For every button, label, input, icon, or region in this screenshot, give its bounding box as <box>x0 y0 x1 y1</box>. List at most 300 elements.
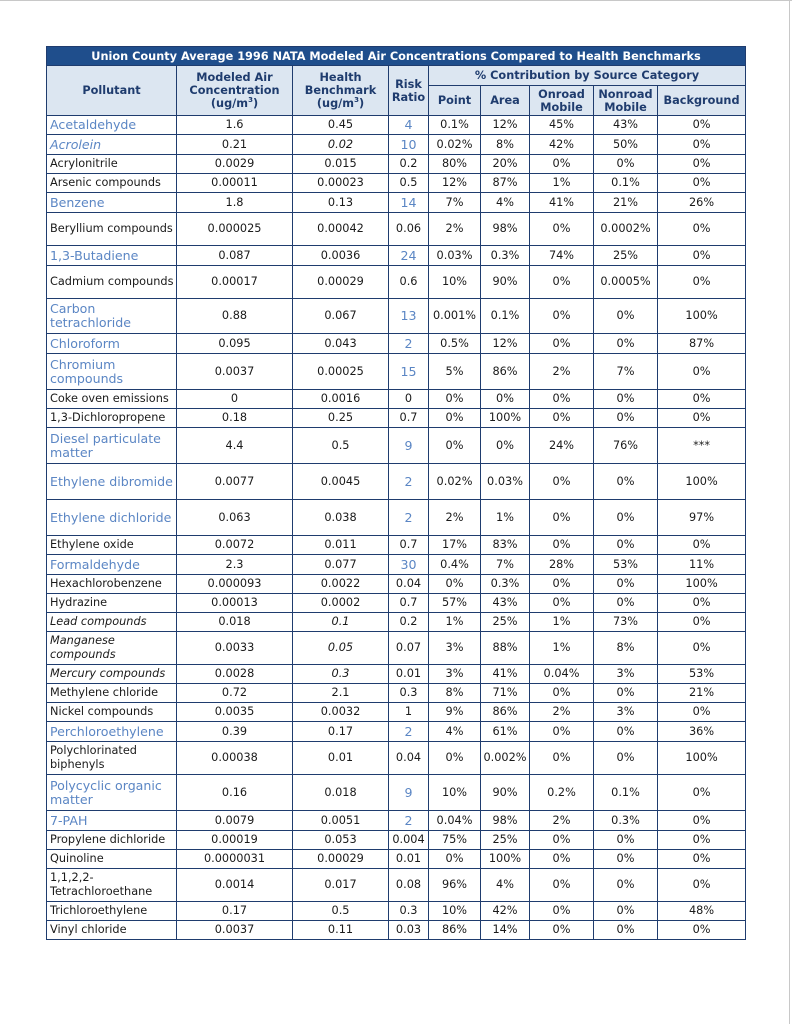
table-row <box>47 135 746 155</box>
table-row <box>47 850 746 869</box>
cell-concentration: 1.6 <box>177 116 293 135</box>
cell-pollutant: Vinyl chloride <box>47 921 177 940</box>
cell-background: 0% <box>658 354 746 390</box>
header-modeled-concentration: Modeled Air Concentration $(ug/m^3)$ <box>177 66 293 116</box>
table-row <box>47 684 746 703</box>
cell-concentration: 0.00038 <box>177 742 293 775</box>
cell-risk-ratio: 10 <box>389 135 429 155</box>
cell-concentration: 0.063 <box>177 500 293 536</box>
header-nonroad-mobile: Nonroad Mobile <box>594 86 658 116</box>
cell-benchmark: 0.067 <box>293 299 389 334</box>
cell-background: 100% <box>658 575 746 594</box>
cell-risk-ratio: 0.08 <box>389 869 429 902</box>
cell-benchmark: 2.1 <box>293 684 389 703</box>
cell-onroad: 0% <box>530 575 594 594</box>
cell-onroad: 0% <box>530 334 594 354</box>
cell-nonroad: 21% <box>594 193 658 213</box>
cell-nonroad: 7% <box>594 354 658 390</box>
cell-concentration: 0.00019 <box>177 831 293 850</box>
cell-nonroad: 73% <box>594 613 658 632</box>
cell-background: 0% <box>658 213 746 246</box>
cell-pollutant: Polycyclic organic matter <box>47 775 177 811</box>
cell-nonroad: 0% <box>594 921 658 940</box>
table-row <box>47 921 746 940</box>
table-row <box>47 632 746 665</box>
cell-onroad: 0% <box>530 409 594 428</box>
cell-risk-ratio: 0.3 <box>389 902 429 921</box>
table-row <box>47 902 746 921</box>
cell-background: 100% <box>658 464 746 500</box>
cell-benchmark: 0.038 <box>293 500 389 536</box>
cell-area: 86% <box>481 703 530 722</box>
cell-risk-ratio: 1 <box>389 703 429 722</box>
cell-risk-ratio: 2 <box>389 334 429 354</box>
cell-background: 53% <box>658 665 746 684</box>
cell-pollutant: Mercury compounds <box>47 665 177 684</box>
cell-benchmark: 0.5 <box>293 428 389 464</box>
cell-onroad: 1% <box>530 632 594 665</box>
benchmark-table <box>46 46 746 940</box>
cell-onroad: 41% <box>530 193 594 213</box>
cell-point: 80% <box>429 155 481 174</box>
cell-concentration: 0.0028 <box>177 665 293 684</box>
table-row <box>47 742 746 775</box>
cell-concentration: 0.0029 <box>177 155 293 174</box>
table-row <box>47 246 746 266</box>
cell-area: 41% <box>481 665 530 684</box>
table-row <box>47 116 746 135</box>
cell-area: 87% <box>481 174 530 193</box>
table-row <box>47 174 746 193</box>
cell-concentration: 2.3 <box>177 555 293 575</box>
table-row <box>47 665 746 684</box>
cell-background: 11% <box>658 555 746 575</box>
cell-risk-ratio: 0.01 <box>389 850 429 869</box>
cell-concentration: 0.39 <box>177 722 293 742</box>
cell-nonroad: 53% <box>594 555 658 575</box>
cell-point: 57% <box>429 594 481 613</box>
table-row <box>47 703 746 722</box>
cell-point: 75% <box>429 831 481 850</box>
cell-concentration: 0.72 <box>177 684 293 703</box>
cell-benchmark: 0.00023 <box>293 174 389 193</box>
cell-risk-ratio: 0.7 <box>389 536 429 555</box>
cell-risk-ratio: 13 <box>389 299 429 334</box>
cell-point: 2% <box>429 213 481 246</box>
cell-benchmark: 0.02 <box>293 135 389 155</box>
cell-background: 100% <box>658 299 746 334</box>
cell-point: 10% <box>429 266 481 299</box>
cell-pollutant: 1,3-Butadiene <box>47 246 177 266</box>
cell-background: 0% <box>658 811 746 831</box>
cell-nonroad: 0% <box>594 850 658 869</box>
cell-point: 0.02% <box>429 464 481 500</box>
table-row <box>47 299 746 334</box>
cell-point: 17% <box>429 536 481 555</box>
table-row <box>47 155 746 174</box>
cell-background: 0% <box>658 135 746 155</box>
table-row <box>47 390 746 409</box>
cell-background: 0% <box>658 831 746 850</box>
table-body <box>47 116 746 940</box>
cell-point: 86% <box>429 921 481 940</box>
cell-point: 0% <box>429 742 481 775</box>
header-background: Background <box>658 86 746 116</box>
cell-pollutant: Acrolein <box>47 135 177 155</box>
cell-concentration: 1.8 <box>177 193 293 213</box>
cell-background: 26% <box>658 193 746 213</box>
cell-nonroad: 43% <box>594 116 658 135</box>
cell-pollutant: 7-PAH <box>47 811 177 831</box>
cell-benchmark: 0.0051 <box>293 811 389 831</box>
cell-nonroad: 0% <box>594 722 658 742</box>
cell-benchmark: 0.05 <box>293 632 389 665</box>
cell-background: 0% <box>658 116 746 135</box>
cell-risk-ratio: 15 <box>389 354 429 390</box>
cell-risk-ratio: 30 <box>389 555 429 575</box>
cell-area: 12% <box>481 334 530 354</box>
cell-area: 83% <box>481 536 530 555</box>
header-risk-ratio: Risk Ratio <box>389 66 429 116</box>
cell-point: 0% <box>429 409 481 428</box>
table-row <box>47 266 746 299</box>
cell-risk-ratio: 2 <box>389 722 429 742</box>
cell-pollutant: Coke oven emissions <box>47 390 177 409</box>
cell-nonroad: 76% <box>594 428 658 464</box>
cell-area: 20% <box>481 155 530 174</box>
cell-concentration: 0.17 <box>177 902 293 921</box>
cell-pollutant: Cadmium compounds <box>47 266 177 299</box>
cell-pollutant: Ethylene dibromide <box>47 464 177 500</box>
cell-onroad: 0% <box>530 594 594 613</box>
cell-pollutant: Manganese compounds <box>47 632 177 665</box>
cell-benchmark: 0.015 <box>293 155 389 174</box>
cell-pollutant: Chromium compounds <box>47 354 177 390</box>
cell-onroad: 0% <box>530 869 594 902</box>
cell-point: 3% <box>429 632 481 665</box>
cell-area: 100% <box>481 409 530 428</box>
cell-background: 100% <box>658 742 746 775</box>
cell-onroad: 0.04% <box>530 665 594 684</box>
cell-area: 98% <box>481 811 530 831</box>
cell-background: 0% <box>658 174 746 193</box>
cell-background: 0% <box>658 850 746 869</box>
cell-onroad: 0% <box>530 213 594 246</box>
cell-risk-ratio: 2 <box>389 500 429 536</box>
cell-concentration: 0.21 <box>177 135 293 155</box>
cell-background: 97% <box>658 500 746 536</box>
cell-onroad: 24% <box>530 428 594 464</box>
cell-risk-ratio: 0.7 <box>389 409 429 428</box>
cell-concentration: 0.88 <box>177 299 293 334</box>
cell-risk-ratio: 2 <box>389 464 429 500</box>
cell-point: 0.03% <box>429 246 481 266</box>
table-row <box>47 536 746 555</box>
cell-nonroad: 8% <box>594 632 658 665</box>
table-row <box>47 334 746 354</box>
cell-concentration: 0.087 <box>177 246 293 266</box>
cell-point: 3% <box>429 665 481 684</box>
cell-nonroad: 0% <box>594 831 658 850</box>
cell-pollutant: Nickel compounds <box>47 703 177 722</box>
cell-concentration: 0.00013 <box>177 594 293 613</box>
cell-pollutant: Hexachlorobenzene <box>47 575 177 594</box>
cell-benchmark: 0.0036 <box>293 246 389 266</box>
cell-risk-ratio: 0 <box>389 390 429 409</box>
cell-area: 0.3% <box>481 575 530 594</box>
cell-benchmark: 0.0045 <box>293 464 389 500</box>
cell-area: 90% <box>481 775 530 811</box>
page-right-rule <box>789 0 790 1024</box>
header-area: Area <box>481 86 530 116</box>
table-row <box>47 775 746 811</box>
cell-concentration: 0.000025 <box>177 213 293 246</box>
cell-area: 61% <box>481 722 530 742</box>
table-row <box>47 831 746 850</box>
cell-area: 1% <box>481 500 530 536</box>
header-health-benchmark: Health Benchmark $(ug/m^3)$ <box>293 66 389 116</box>
cell-benchmark: 0.3 <box>293 665 389 684</box>
cell-area: 8% <box>481 135 530 155</box>
table-row <box>47 722 746 742</box>
cell-onroad: 0% <box>530 500 594 536</box>
cell-risk-ratio: 0.3 <box>389 684 429 703</box>
cell-area: 4% <box>481 193 530 213</box>
cell-onroad: 0% <box>530 850 594 869</box>
cell-nonroad: 50% <box>594 135 658 155</box>
cell-point: 5% <box>429 354 481 390</box>
cell-background: 0% <box>658 266 746 299</box>
cell-benchmark: 0.11 <box>293 921 389 940</box>
cell-onroad: 0% <box>530 155 594 174</box>
cell-benchmark: 0.018 <box>293 775 389 811</box>
cell-point: 7% <box>429 193 481 213</box>
cell-point: 96% <box>429 869 481 902</box>
cell-pollutant: Carbon tetrachloride <box>47 299 177 334</box>
cell-concentration: 0.00011 <box>177 174 293 193</box>
cell-background: 0% <box>658 155 746 174</box>
cell-background: 0% <box>658 703 746 722</box>
cell-concentration: 0.0079 <box>177 811 293 831</box>
cell-point: 0.4% <box>429 555 481 575</box>
cell-background: 0% <box>658 775 746 811</box>
cell-benchmark: 0.011 <box>293 536 389 555</box>
cell-benchmark: 0.017 <box>293 869 389 902</box>
cell-risk-ratio: 9 <box>389 775 429 811</box>
cell-nonroad: 0.0002% <box>594 213 658 246</box>
cell-area: 98% <box>481 213 530 246</box>
cell-risk-ratio: 4 <box>389 116 429 135</box>
cell-risk-ratio: 0.01 <box>389 665 429 684</box>
cell-onroad: 45% <box>530 116 594 135</box>
cell-area: 88% <box>481 632 530 665</box>
cell-background: *** <box>658 428 746 464</box>
cell-benchmark: 0.00029 <box>293 266 389 299</box>
cell-risk-ratio: 0.06 <box>389 213 429 246</box>
cell-onroad: 2% <box>530 354 594 390</box>
cell-concentration: 0.0035 <box>177 703 293 722</box>
table-row <box>47 594 746 613</box>
header-point: Point <box>429 86 481 116</box>
cell-background: 87% <box>658 334 746 354</box>
cell-pollutant: Quinoline <box>47 850 177 869</box>
cell-concentration: 4.4 <box>177 428 293 464</box>
page-top-rule <box>0 0 792 1</box>
cell-area: 0.1% <box>481 299 530 334</box>
cell-onroad: 0% <box>530 536 594 555</box>
cell-area: 7% <box>481 555 530 575</box>
cell-concentration: 0.0033 <box>177 632 293 665</box>
cell-benchmark: 0.0032 <box>293 703 389 722</box>
cell-nonroad: 0.1% <box>594 174 658 193</box>
cell-point: 10% <box>429 775 481 811</box>
cell-risk-ratio: 24 <box>389 246 429 266</box>
cell-concentration: 0.0037 <box>177 354 293 390</box>
cell-nonroad: 0% <box>594 902 658 921</box>
cell-background: 0% <box>658 632 746 665</box>
cell-point: 0% <box>429 390 481 409</box>
cell-concentration: 0.000093 <box>177 575 293 594</box>
cell-pollutant: Acetaldehyde <box>47 116 177 135</box>
cell-risk-ratio: 0.6 <box>389 266 429 299</box>
cell-pollutant: Hydrazine <box>47 594 177 613</box>
cell-point: 8% <box>429 684 481 703</box>
cell-area: 43% <box>481 594 530 613</box>
cell-nonroad: 0% <box>594 500 658 536</box>
cell-nonroad: 0% <box>594 575 658 594</box>
header-onroad-mobile: Onroad Mobile <box>530 86 594 116</box>
cell-benchmark: 0.043 <box>293 334 389 354</box>
cell-pollutant: Methylene chloride <box>47 684 177 703</box>
cell-risk-ratio: 0.004 <box>389 831 429 850</box>
cell-point: 0.5% <box>429 334 481 354</box>
cell-pollutant: Arsenic compounds <box>47 174 177 193</box>
table-row <box>47 869 746 902</box>
cell-area: 0% <box>481 390 530 409</box>
cell-nonroad: 0% <box>594 409 658 428</box>
cell-onroad: 0% <box>530 722 594 742</box>
cell-benchmark: 0.01 <box>293 742 389 775</box>
cell-nonroad: 3% <box>594 665 658 684</box>
cell-benchmark: 0.13 <box>293 193 389 213</box>
cell-benchmark: 0.1 <box>293 613 389 632</box>
cell-risk-ratio: 0.07 <box>389 632 429 665</box>
cell-nonroad: 0% <box>594 334 658 354</box>
table-title: Union County Average 1996 NATA Modeled Air Concentrations Compared to Health Benchmarks <box>47 47 746 66</box>
cell-area: 14% <box>481 921 530 940</box>
cell-pollutant: Beryllium compounds <box>47 213 177 246</box>
cell-pollutant: Benzene <box>47 193 177 213</box>
cell-point: 2% <box>429 500 481 536</box>
cell-risk-ratio: 0.5 <box>389 174 429 193</box>
cell-area: 86% <box>481 354 530 390</box>
cell-onroad: 0% <box>530 831 594 850</box>
cell-area: 100% <box>481 850 530 869</box>
cell-onroad: 0% <box>530 902 594 921</box>
cell-area: 0.002% <box>481 742 530 775</box>
cell-background: 0% <box>658 536 746 555</box>
cell-concentration: 0.16 <box>177 775 293 811</box>
table-row <box>47 464 746 500</box>
cell-onroad: 0% <box>530 742 594 775</box>
cell-nonroad: 25% <box>594 246 658 266</box>
cell-benchmark: 0.00042 <box>293 213 389 246</box>
cell-concentration: 0.095 <box>177 334 293 354</box>
table-row <box>47 613 746 632</box>
cell-pollutant: 1,1,2,2-Tetrachloroethane <box>47 869 177 902</box>
table-row <box>47 193 746 213</box>
cell-onroad: 2% <box>530 703 594 722</box>
cell-pollutant: Chloroform <box>47 334 177 354</box>
cell-background: 0% <box>658 921 746 940</box>
cell-nonroad: 0% <box>594 594 658 613</box>
cell-point: 0.04% <box>429 811 481 831</box>
cell-risk-ratio: 0.04 <box>389 575 429 594</box>
cell-pollutant: Ethylene dichloride <box>47 500 177 536</box>
cell-background: 0% <box>658 594 746 613</box>
cell-benchmark: 0.0016 <box>293 390 389 409</box>
cell-area: 0% <box>481 428 530 464</box>
cell-nonroad: 3% <box>594 703 658 722</box>
cell-onroad: 0% <box>530 266 594 299</box>
cell-benchmark: 0.077 <box>293 555 389 575</box>
table-row <box>47 409 746 428</box>
header-source-contribution-group: % Contribution by Source Category <box>429 66 746 86</box>
cell-benchmark: 0.0002 <box>293 594 389 613</box>
cell-pollutant: Perchloroethylene <box>47 722 177 742</box>
cell-nonroad: 0% <box>594 464 658 500</box>
cell-point: 10% <box>429 902 481 921</box>
cell-risk-ratio: 0.2 <box>389 613 429 632</box>
cell-onroad: 74% <box>530 246 594 266</box>
cell-onroad: 42% <box>530 135 594 155</box>
cell-background: 0% <box>658 613 746 632</box>
cell-onroad: 0.2% <box>530 775 594 811</box>
cell-onroad: 0% <box>530 390 594 409</box>
cell-nonroad: 0.0005% <box>594 266 658 299</box>
cell-concentration: 0 <box>177 390 293 409</box>
cell-concentration: 0.0000031 <box>177 850 293 869</box>
cell-background: 21% <box>658 684 746 703</box>
cell-risk-ratio: 0.2 <box>389 155 429 174</box>
cell-point: 0% <box>429 575 481 594</box>
cell-benchmark: 0.45 <box>293 116 389 135</box>
cell-benchmark: 0.053 <box>293 831 389 850</box>
cell-nonroad: 0.3% <box>594 811 658 831</box>
cell-point: 4% <box>429 722 481 742</box>
table-row <box>47 354 746 390</box>
cell-pollutant: Polychlorinated biphenyls <box>47 742 177 775</box>
cell-background: 0% <box>658 409 746 428</box>
cell-onroad: 0% <box>530 464 594 500</box>
cell-concentration: 0.00017 <box>177 266 293 299</box>
cell-pollutant: Propylene dichloride <box>47 831 177 850</box>
cell-nonroad: 0% <box>594 869 658 902</box>
cell-onroad: 0% <box>530 921 594 940</box>
cell-area: 12% <box>481 116 530 135</box>
cell-area: 42% <box>481 902 530 921</box>
cell-point: 0% <box>429 850 481 869</box>
cell-concentration: 0.018 <box>177 613 293 632</box>
cell-onroad: 2% <box>530 811 594 831</box>
cell-nonroad: 0% <box>594 684 658 703</box>
cell-background: 48% <box>658 902 746 921</box>
cell-risk-ratio: 14 <box>389 193 429 213</box>
table-row <box>47 555 746 575</box>
cell-benchmark: 0.25 <box>293 409 389 428</box>
cell-point: 12% <box>429 174 481 193</box>
cell-background: 0% <box>658 390 746 409</box>
